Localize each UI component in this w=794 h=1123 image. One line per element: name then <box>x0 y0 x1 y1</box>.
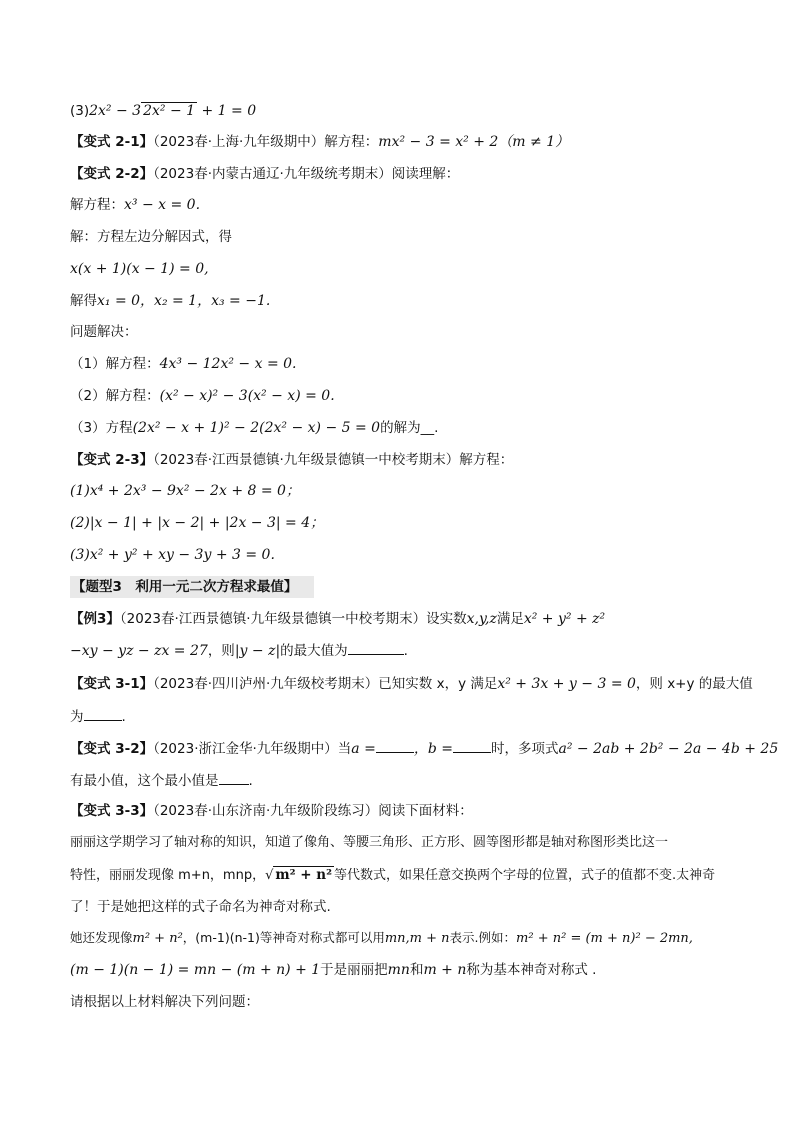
text-span: 和 <box>409 962 424 978</box>
math-expression: m² + n² <box>132 931 183 946</box>
problem-source: （2023·浙江金华·九年级期中）当 <box>153 741 352 757</box>
problem-source: （2023春·山东济南·九年级阶段练习）阅读下面材料： <box>153 803 473 819</box>
problem-tag: 【例3】 <box>70 611 120 627</box>
subquestion-2 <box>70 386 740 406</box>
text-span: （1）解方程： <box>70 356 160 372</box>
variant-2-2 <box>70 164 740 184</box>
answer-blank <box>219 770 249 785</box>
variant-3-2 <box>70 738 779 759</box>
text-line <box>70 227 740 247</box>
math-expression: m² + n² = (m + n)² − 2mn, <box>516 931 693 946</box>
problem-tag: 【变式 3-2】 <box>70 741 154 757</box>
math-expression: (2x² − x + 1)² − 2(2x² − x) − 5 = 0 <box>132 420 381 436</box>
variant-2-1 <box>70 132 740 152</box>
text-line <box>70 195 740 215</box>
math-expression: (1)x⁴ + 2x³ − 9x² − 2x + 8 = 0； <box>70 483 300 499</box>
problem-source: （2023春·江西景德镇·九年级景德镇一中校考期末）解方程： <box>153 452 514 468</box>
example-3-cont: −xy − yz − zx = 27，则|y − z|的最大值为 . <box>70 640 740 661</box>
text-line <box>70 960 740 980</box>
subquestion-1 <box>70 354 740 374</box>
variant-3-2-cont: 有最小值，这个最小值是 . <box>70 770 740 791</box>
problem-tag: 【变式 2-1】 <box>70 134 154 150</box>
text-span: 表示.例如： <box>449 930 517 945</box>
math-expression: + 1 = 0 <box>197 103 257 119</box>
text-span: 解得 <box>70 293 97 309</box>
text-span: ，(m-1)(n-1)等神奇对称式都可以用 <box>182 930 385 945</box>
text-line <box>70 992 740 1012</box>
text-span: 等代数式，如果任意交换两个字母的位置，式子的值都不变.太神奇 <box>334 868 716 883</box>
text-span: 丽丽这学期学习了轴对称的知识，知道了像角、等腰三角形、正方形、圆等图形都是轴对称图形类比这一 <box>70 835 669 850</box>
math-expression: (2)|x − 1| + |x − 2| + |2x − 3| = 4； <box>70 515 325 531</box>
text-span: 请根据以上材料解决下列问题： <box>70 994 259 1010</box>
equation-3 <box>70 101 740 121</box>
text-span: 的解为__. <box>380 420 439 436</box>
math-expression: x₁ = 0，x₂ = 1，x₃ = −1. <box>97 293 271 309</box>
problem-tag: 【变式 3-3】 <box>70 803 154 819</box>
math-expression: ，b = <box>413 741 453 757</box>
item-number: (3) <box>70 103 90 119</box>
math-expression: mn <box>387 962 410 978</box>
text-line <box>70 928 740 949</box>
math-expression: m + n <box>423 962 467 978</box>
problem-source: （2023春·上海·九年级期中）解方程： <box>153 134 379 150</box>
equation-line <box>70 545 740 565</box>
math-expression: x² + 3x + y − 3 = 0 <box>497 676 636 692</box>
math-expression: 4x³ − 12x² − x = 0. <box>159 356 297 372</box>
problem-tag: 【变式 2-2】 <box>70 166 154 182</box>
text-line <box>70 259 740 279</box>
problem-source: （2023春·江西景德镇·九年级景德镇一中校考期末）设实数 <box>119 611 467 627</box>
math-expression: x(x + 1)(x − 1) = 0, <box>70 261 209 277</box>
variant-3-1 <box>70 674 753 694</box>
subquestion-3 <box>70 418 740 438</box>
sqrt-expression: 2x² − 1 <box>143 103 196 119</box>
math-expression: x³ − x = 0. <box>124 197 201 213</box>
problem-source: （2023春·内蒙古通辽·九年级统考期末）阅读理解： <box>153 166 460 182</box>
text-span: ，则 x+y 的最大值 <box>635 676 753 692</box>
example-3 <box>70 609 740 629</box>
text-line <box>70 322 740 342</box>
answer-blank <box>348 640 404 655</box>
math-expression: a = <box>351 741 376 757</box>
section-heading: 【题型3 利用一元二次方程求最值】 <box>72 579 298 595</box>
text-span: 了！于是她把这样的式子命名为神奇对称式. <box>70 899 331 915</box>
text-span: 解方程： <box>70 197 124 213</box>
math-expression: (m − 1)(n − 1) = mn − (m + n) + 1 <box>70 962 321 978</box>
answer-blank <box>84 706 122 721</box>
text-span: 问题解决： <box>70 324 138 340</box>
sqrt-expression: m² + n² <box>275 867 333 883</box>
variant-3-3 <box>70 801 740 821</box>
variant-3-1-cont: 为 . <box>70 706 740 727</box>
problem-tag: 【变式 3-1】 <box>70 676 154 692</box>
answer-blank <box>453 738 491 753</box>
text-line <box>70 833 740 853</box>
text-span: ，则 <box>207 643 235 659</box>
math-expression: −xy − yz − zx = 27 <box>70 643 208 659</box>
equation-line <box>70 481 740 501</box>
math-expression: (3)x² + y² + xy − 3y + 3 = 0. <box>70 547 275 563</box>
math-expression: mn,m + n <box>384 931 450 946</box>
answer-blank <box>376 738 414 753</box>
text-span: 特性，丽丽发现像 m+n，mnp， <box>70 868 266 883</box>
text-span: 满足 <box>496 611 524 627</box>
math-expression: |y − z| <box>234 643 281 659</box>
variant-2-3 <box>70 450 740 470</box>
text-span: 她还发现像 <box>70 930 133 945</box>
text-span: （2）解方程： <box>70 388 160 404</box>
text-span: 称为基本神奇对称式 . <box>466 962 597 978</box>
text-span: 于是丽丽把 <box>320 962 388 978</box>
math-expression: mx² − 3 = x² + 2（m ≠ 1） <box>378 134 570 150</box>
text-line <box>70 291 740 311</box>
problem-source: （2023春·四川泸州·九年级校考期末）已知实数 x，y 满足 <box>153 676 498 692</box>
text-span: （3）方程 <box>70 420 133 436</box>
text-line: 特性，丽丽发现像 m+n，mnp，√ m² + n² 等代数式，如果任意交换两个字母的位置，式子的值都不变.太神奇 <box>70 867 716 883</box>
text-span: 为 <box>70 709 84 725</box>
text-span: 有最小值，这个最小值是 <box>70 773 219 789</box>
text-span: 的最大值为 <box>280 643 348 659</box>
text-span: 解：方程左边分解因式，得 <box>70 229 232 245</box>
text-line <box>70 897 740 917</box>
math-expression: a² − 2ab + 2b² − 2a − 4b + 25 <box>558 741 779 757</box>
math-expression: (x² − x)² − 3(x² − x) = 0. <box>159 388 335 404</box>
equation-line <box>70 513 740 533</box>
math-expression: 2x² − 3 <box>89 103 142 119</box>
text-span: 时，多项式 <box>490 741 559 757</box>
problem-tag: 【变式 2-3】 <box>70 452 154 468</box>
math-expression: x² + y² + z² <box>523 611 606 627</box>
math-expression: x,y,z <box>466 611 497 627</box>
